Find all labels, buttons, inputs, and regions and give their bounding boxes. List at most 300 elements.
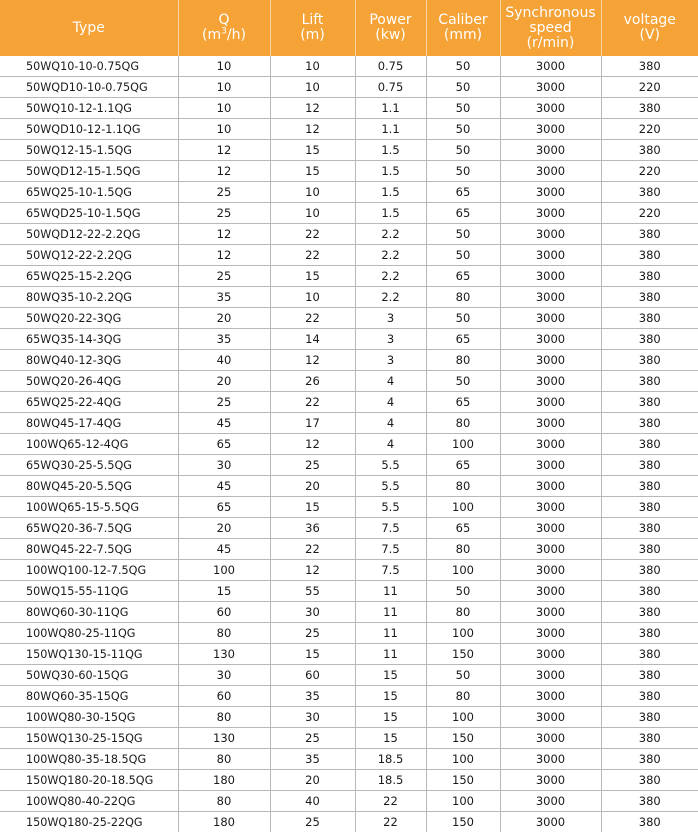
caliber-cell: 65 — [426, 455, 500, 476]
lift-cell: 12 — [270, 119, 355, 140]
lift-cell: 26 — [270, 371, 355, 392]
power-cell: 22 — [355, 791, 426, 812]
caliber-cell: 50 — [426, 245, 500, 266]
lift-cell: 35 — [270, 686, 355, 707]
flow-cell: 80 — [178, 791, 270, 812]
voltage-cell: 380 — [601, 602, 698, 623]
speed-cell: 3000 — [500, 707, 601, 728]
speed-cell: 3000 — [500, 224, 601, 245]
table-row — [0, 371, 698, 392]
voltage-header-label: voltage — [623, 12, 676, 28]
type-cell: 65WQ35-14-3QG — [0, 329, 178, 350]
caliber-cell: 100 — [426, 434, 500, 455]
table-row — [0, 686, 698, 707]
caliber-cell: 50 — [426, 665, 500, 686]
lift-header-unit: (m) — [300, 27, 325, 43]
type-cell: 100WQ80-40-22QG — [0, 791, 178, 812]
speed-cell: 3000 — [500, 182, 601, 203]
table-row — [0, 560, 698, 581]
flow-cell: 25 — [178, 392, 270, 413]
flow-cell: 80 — [178, 749, 270, 770]
voltage-cell: 380 — [601, 266, 698, 287]
lift-cell: 22 — [270, 392, 355, 413]
voltage-cell: 380 — [601, 350, 698, 371]
type-cell: 80WQ45-20-5.5QG — [0, 476, 178, 497]
voltage-cell: 380 — [601, 413, 698, 434]
speed-cell: 3000 — [500, 791, 601, 812]
power-cell: 2.2 — [355, 224, 426, 245]
speed-cell: 3000 — [500, 560, 601, 581]
lift-cell: 10 — [270, 77, 355, 98]
power-cell: 1.1 — [355, 98, 426, 119]
caliber-cell: 150 — [426, 770, 500, 791]
type-cell: 65WQ30-25-5.5QG — [0, 455, 178, 476]
type-cell: 50WQD10-10-0.75QG — [0, 77, 178, 98]
table-row — [0, 287, 698, 308]
speed-cell: 3000 — [500, 602, 601, 623]
caliber-cell: 50 — [426, 98, 500, 119]
type-cell: 100WQ80-35-18.5QG — [0, 749, 178, 770]
flow-cell: 10 — [178, 119, 270, 140]
caliber-cell: 80 — [426, 539, 500, 560]
speed-cell: 3000 — [500, 350, 601, 371]
type-cell: 65WQ25-10-1.5QG — [0, 182, 178, 203]
caliber-cell: 65 — [426, 392, 500, 413]
power-cell: 11 — [355, 644, 426, 665]
table-row — [0, 518, 698, 539]
power-cell: 1.5 — [355, 182, 426, 203]
speed-cell: 3000 — [500, 539, 601, 560]
table-body — [0, 56, 698, 832]
voltage-cell: 380 — [601, 644, 698, 665]
speed-cell: 3000 — [500, 749, 601, 770]
flow-cell: 12 — [178, 140, 270, 161]
table-row — [0, 392, 698, 413]
lift-cell: 20 — [270, 476, 355, 497]
power-header-label: Power — [369, 12, 412, 28]
power-cell: 1.5 — [355, 161, 426, 182]
flow-cell: 20 — [178, 371, 270, 392]
flow-cell: 180 — [178, 770, 270, 791]
lift-cell: 15 — [270, 644, 355, 665]
lift-cell: 22 — [270, 245, 355, 266]
speed-cell: 3000 — [500, 308, 601, 329]
voltage-cell: 380 — [601, 560, 698, 581]
type-cell: 80WQ60-35-15QG — [0, 686, 178, 707]
caliber-cell: 65 — [426, 182, 500, 203]
power-cell: 2.2 — [355, 287, 426, 308]
type-cell: 65WQ20-36-7.5QG — [0, 518, 178, 539]
flow-cell: 25 — [178, 203, 270, 224]
flow-cell: 80 — [178, 707, 270, 728]
power-cell: 2.2 — [355, 266, 426, 287]
table-row — [0, 770, 698, 791]
caliber-cell: 80 — [426, 413, 500, 434]
table-row — [0, 623, 698, 644]
caliber-cell: 80 — [426, 350, 500, 371]
speed-cell: 3000 — [500, 119, 601, 140]
lift-cell: 22 — [270, 224, 355, 245]
speed-cell: 3000 — [500, 665, 601, 686]
voltage-cell: 380 — [601, 749, 698, 770]
caliber-cell: 100 — [426, 791, 500, 812]
voltage-cell: 380 — [601, 287, 698, 308]
flow-cell: 40 — [178, 350, 270, 371]
table-row — [0, 791, 698, 812]
lift-cell: 12 — [270, 98, 355, 119]
lift-cell: 15 — [270, 266, 355, 287]
voltage-cell: 220 — [601, 77, 698, 98]
speed-cell: 3000 — [500, 77, 601, 98]
type-cell: 100WQ80-25-11QG — [0, 623, 178, 644]
lift-cell: 10 — [270, 203, 355, 224]
flow-cell: 130 — [178, 644, 270, 665]
speed-cell: 3000 — [500, 518, 601, 539]
table-row — [0, 140, 698, 161]
type-cell: 50WQD10-12-1.1QG — [0, 119, 178, 140]
type-cell: 50WQ20-26-4QG — [0, 371, 178, 392]
table-row — [0, 749, 698, 770]
flow-cell: 130 — [178, 728, 270, 749]
lift-cell: 25 — [270, 812, 355, 833]
type-cell: 50WQ10-12-1.1QG — [0, 98, 178, 119]
lift-cell: 25 — [270, 728, 355, 749]
flow-cell: 80 — [178, 623, 270, 644]
voltage-cell: 380 — [601, 392, 698, 413]
lift-cell: 22 — [270, 539, 355, 560]
speed-header-unit: (r/min) — [526, 34, 575, 51]
type-cell: 50WQ15-55-11QG — [0, 581, 178, 602]
flow-header — [178, 0, 270, 56]
voltage-cell: 380 — [601, 224, 698, 245]
lift-cell: 30 — [270, 707, 355, 728]
caliber-cell: 65 — [426, 329, 500, 350]
flow-cell: 30 — [178, 455, 270, 476]
voltage-cell: 220 — [601, 203, 698, 224]
lift-cell: 20 — [270, 770, 355, 791]
voltage-cell: 380 — [601, 455, 698, 476]
flow-cell: 10 — [178, 56, 270, 77]
power-cell: 7.5 — [355, 560, 426, 581]
speed-cell: 3000 — [500, 455, 601, 476]
type-cell: 150WQ180-20-18.5QG — [0, 770, 178, 791]
lift-cell: 15 — [270, 497, 355, 518]
header-row — [0, 0, 698, 56]
power-cell: 4 — [355, 392, 426, 413]
lift-cell: 15 — [270, 140, 355, 161]
power-cell: 18.5 — [355, 749, 426, 770]
speed-cell: 3000 — [500, 287, 601, 308]
caliber-cell: 80 — [426, 602, 500, 623]
flow-cell: 12 — [178, 161, 270, 182]
caliber-cell: 50 — [426, 371, 500, 392]
caliber-cell: 100 — [426, 749, 500, 770]
flow-cell: 100 — [178, 560, 270, 581]
caliber-cell: 50 — [426, 224, 500, 245]
caliber-cell: 100 — [426, 497, 500, 518]
power-cell: 5.5 — [355, 476, 426, 497]
type-cell: 80WQ40-12-3QG — [0, 350, 178, 371]
type-cell: 80WQ35-10-2.2QG — [0, 287, 178, 308]
table-row — [0, 497, 698, 518]
lift-cell: 10 — [270, 287, 355, 308]
voltage-cell: 380 — [601, 686, 698, 707]
flow-cell: 45 — [178, 539, 270, 560]
caliber-cell: 80 — [426, 287, 500, 308]
power-cell: 3 — [355, 350, 426, 371]
caliber-cell: 150 — [426, 812, 500, 833]
table-row — [0, 476, 698, 497]
type-header: Type — [0, 0, 178, 56]
caliber-cell: 50 — [426, 119, 500, 140]
caliber-cell: 100 — [426, 560, 500, 581]
speed-cell: 3000 — [500, 434, 601, 455]
power-cell: 18.5 — [355, 770, 426, 791]
table-row — [0, 266, 698, 287]
caliber-header — [426, 0, 500, 56]
type-cell: 100WQ65-15-5.5QG — [0, 497, 178, 518]
power-cell: 11 — [355, 602, 426, 623]
power-cell: 0.75 — [355, 77, 426, 98]
flow-cell: 35 — [178, 329, 270, 350]
type-cell: 50WQD12-15-1.5QG — [0, 161, 178, 182]
lift-cell: 55 — [270, 581, 355, 602]
table-row — [0, 161, 698, 182]
flow-cell: 25 — [178, 266, 270, 287]
caliber-cell: 50 — [426, 308, 500, 329]
type-cell: 50WQ12-22-2.2QG — [0, 245, 178, 266]
speed-cell: 3000 — [500, 203, 601, 224]
voltage-cell: 380 — [601, 371, 698, 392]
table-row — [0, 308, 698, 329]
table-row — [0, 329, 698, 350]
voltage-cell: 220 — [601, 119, 698, 140]
speed-header-label-1: Synchronous — [505, 4, 596, 21]
voltage-cell: 380 — [601, 98, 698, 119]
type-cell: 150WQ180-25-22QG — [0, 812, 178, 833]
power-cell: 15 — [355, 728, 426, 749]
lift-cell: 40 — [270, 791, 355, 812]
power-cell: 15 — [355, 707, 426, 728]
speed-cell: 3000 — [500, 686, 601, 707]
type-cell: 150WQ130-15-11QG — [0, 644, 178, 665]
voltage-cell: 380 — [601, 308, 698, 329]
lift-cell: 17 — [270, 413, 355, 434]
speed-cell: 3000 — [500, 623, 601, 644]
lift-cell: 12 — [270, 560, 355, 581]
caliber-cell: 150 — [426, 728, 500, 749]
power-cell: 1.1 — [355, 119, 426, 140]
voltage-cell: 380 — [601, 182, 698, 203]
flow-cell: 60 — [178, 602, 270, 623]
speed-cell: 3000 — [500, 728, 601, 749]
speed-cell: 3000 — [500, 266, 601, 287]
flow-cell: 65 — [178, 434, 270, 455]
voltage-header-unit: (V) — [639, 27, 660, 43]
table-row — [0, 581, 698, 602]
table-row — [0, 203, 698, 224]
lift-cell: 22 — [270, 308, 355, 329]
lift-cell: 14 — [270, 329, 355, 350]
flow-cell: 12 — [178, 245, 270, 266]
speed-cell: 3000 — [500, 476, 601, 497]
type-cell: 80WQ45-22-7.5QG — [0, 539, 178, 560]
table-row — [0, 413, 698, 434]
flow-cell: 25 — [178, 182, 270, 203]
flow-header-label: Q — [218, 12, 230, 28]
caliber-cell: 80 — [426, 476, 500, 497]
caliber-cell: 50 — [426, 161, 500, 182]
lift-cell: 60 — [270, 665, 355, 686]
power-cell: 7.5 — [355, 518, 426, 539]
flow-cell: 45 — [178, 476, 270, 497]
caliber-cell: 150 — [426, 644, 500, 665]
caliber-cell: 65 — [426, 518, 500, 539]
type-cell: 150WQ130-25-15QG — [0, 728, 178, 749]
flow-cell: 12 — [178, 224, 270, 245]
type-cell: 100WQ100-12-7.5QG — [0, 560, 178, 581]
type-cell: 50WQ20-22-3QG — [0, 308, 178, 329]
voltage-cell: 380 — [601, 518, 698, 539]
flow-cell: 20 — [178, 518, 270, 539]
voltage-cell: 380 — [601, 476, 698, 497]
lift-cell: 36 — [270, 518, 355, 539]
speed-cell: 3000 — [500, 644, 601, 665]
caliber-cell: 50 — [426, 77, 500, 98]
type-cell: 80WQ45-17-4QG — [0, 413, 178, 434]
caliber-cell: 50 — [426, 581, 500, 602]
flow-cell: 65 — [178, 497, 270, 518]
power-cell: 2.2 — [355, 245, 426, 266]
power-cell: 7.5 — [355, 539, 426, 560]
flow-header-unit: $(m^3/h)$ — [202, 26, 246, 43]
caliber-cell: 100 — [426, 623, 500, 644]
caliber-cell: 50 — [426, 56, 500, 77]
table-row — [0, 77, 698, 98]
table-row — [0, 182, 698, 203]
voltage-cell: 380 — [601, 728, 698, 749]
table-row — [0, 812, 698, 833]
type-cell: 65WQD25-10-1.5QG — [0, 203, 178, 224]
voltage-cell: 380 — [601, 665, 698, 686]
caliber-cell: 100 — [426, 707, 500, 728]
speed-cell: 3000 — [500, 392, 601, 413]
lift-cell: 35 — [270, 749, 355, 770]
flow-cell: 10 — [178, 98, 270, 119]
speed-cell: 3000 — [500, 770, 601, 791]
speed-cell: 3000 — [500, 161, 601, 182]
speed-cell: 3000 — [500, 56, 601, 77]
type-cell: 100WQ80-30-15QG — [0, 707, 178, 728]
power-cell: 5.5 — [355, 455, 426, 476]
flow-cell: 180 — [178, 812, 270, 833]
speed-cell: 3000 — [500, 245, 601, 266]
caliber-cell: 50 — [426, 140, 500, 161]
speed-cell: 3000 — [500, 140, 601, 161]
lift-cell: 12 — [270, 434, 355, 455]
power-cell: 4 — [355, 371, 426, 392]
voltage-cell: 380 — [638, 815, 661, 829]
voltage-cell: 380 — [601, 770, 698, 791]
speed-cell: 3000 — [500, 497, 601, 518]
type-cell: 50WQD12-22-2.2QG — [0, 224, 178, 245]
lift-cell: 15 — [270, 161, 355, 182]
flow-cell: 35 — [178, 287, 270, 308]
table-row — [0, 707, 698, 728]
voltage-cell: 380 — [601, 56, 698, 77]
power-cell: 0.75 — [355, 56, 426, 77]
power-cell: 15 — [355, 686, 426, 707]
caliber-header-unit: (mm) — [443, 27, 483, 43]
flow-cell: 30 — [178, 665, 270, 686]
table-row — [0, 245, 698, 266]
table-row — [0, 665, 698, 686]
power-header-unit: (kw) — [375, 27, 406, 43]
voltage-cell: 380 — [601, 329, 698, 350]
flow-cell: 60 — [178, 686, 270, 707]
flow-cell: 10 — [178, 77, 270, 98]
power-cell: 4 — [355, 413, 426, 434]
voltage-cell: 380 — [601, 245, 698, 266]
speed-cell: 3000 — [500, 413, 601, 434]
voltage-cell: 380 — [601, 623, 698, 644]
table-row — [0, 644, 698, 665]
table-row — [0, 728, 698, 749]
lift-cell: 10 — [270, 182, 355, 203]
table-row — [0, 455, 698, 476]
speed-header-label-2: speed — [529, 19, 572, 36]
type-cell: 50WQ10-10-0.75QG — [0, 56, 178, 77]
power-cell: 4 — [355, 434, 426, 455]
speed-cell: 3000 — [500, 812, 601, 833]
power-cell: 3 — [355, 308, 426, 329]
type-cell: 100WQ65-12-4QG — [0, 434, 178, 455]
flow-cell: 20 — [178, 308, 270, 329]
lift-cell: 30 — [270, 602, 355, 623]
lift-cell: 25 — [270, 623, 355, 644]
power-cell: 11 — [355, 581, 426, 602]
lift-cell: 12 — [270, 350, 355, 371]
table-row — [0, 56, 698, 77]
voltage-cell: 380 — [601, 497, 698, 518]
table-row — [0, 224, 698, 245]
table-row — [0, 602, 698, 623]
power-header — [355, 0, 426, 56]
type-cell: 80WQ60-30-11QG — [0, 602, 178, 623]
type-cell: 50WQ12-15-1.5QG — [0, 140, 178, 161]
power-cell: 1.5 — [355, 140, 426, 161]
power-cell: 15 — [355, 665, 426, 686]
lift-header — [270, 0, 355, 56]
speed-cell: 3000 — [500, 329, 601, 350]
power-cell: 3 — [355, 329, 426, 350]
flow-cell: 15 — [178, 581, 270, 602]
type-cell: 50WQ30-60-15QG — [0, 665, 178, 686]
speed-cell: 3000 — [500, 98, 601, 119]
table-row — [0, 539, 698, 560]
power-cell: 11 — [355, 623, 426, 644]
power-cell: 5.5 — [355, 497, 426, 518]
voltage-cell: 380 — [601, 434, 698, 455]
voltage-header — [601, 0, 698, 56]
speed-cell: 3000 — [500, 371, 601, 392]
caliber-cell: 65 — [426, 203, 500, 224]
speed-header — [500, 0, 601, 56]
voltage-cell: 380 — [601, 140, 698, 161]
lift-header-label: Lift — [301, 12, 324, 28]
power-cell: 1.5 — [355, 203, 426, 224]
type-cell: 65WQ25-22-4QG — [0, 392, 178, 413]
